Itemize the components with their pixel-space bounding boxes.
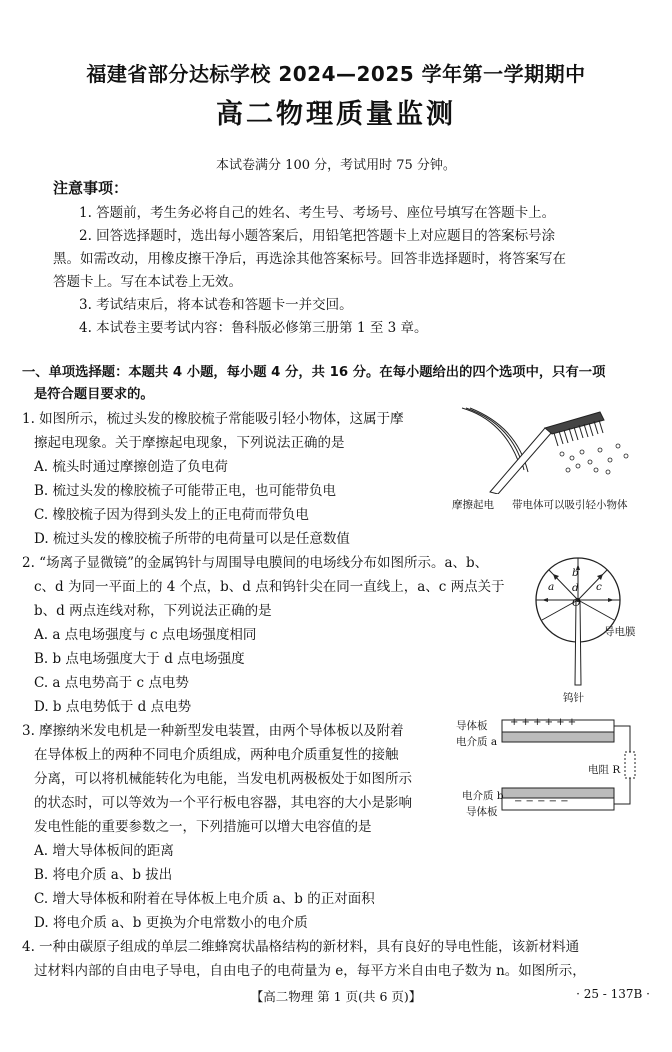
option-c: C. 橡胶梳子因为得到头发上的正电荷而带负电 — [34, 507, 309, 523]
option-a: A. 增大导体板间的距离 — [34, 843, 174, 859]
notice-line: 3. 考试结束后，将本试卷和答题卡一并交回。 — [79, 297, 353, 313]
notice-line: 4. 本试卷主要考试内容：鲁科版必修第三册第 1 至 3 章。 — [79, 320, 428, 336]
figure-caption: 钨针 — [563, 692, 584, 704]
question-stem: 擦起电现象。关于摩擦起电现象，下列说法正确的是 — [34, 435, 345, 451]
exam-title: 福建省部分达标学校 2024—2025 学年第一学期期中 — [86, 62, 586, 86]
plus-charges: + + + + + + — [510, 717, 577, 728]
comb-figure — [450, 406, 650, 494]
field-figure — [528, 550, 648, 690]
paper-code: · 25 - 137B · — [576, 987, 650, 1001]
figure-label: 导体板 — [456, 720, 488, 732]
option-b: B. b 点电场强度大于 d 点电场强度 — [34, 651, 245, 667]
figure-label: 电介质 b — [462, 790, 504, 802]
notice-line: 答题卡上。写在本试卷上无效。 — [53, 274, 242, 290]
option-d: D. b 点电势低于 d 点电势 — [34, 699, 192, 715]
minus-charges: − − − − − — [514, 796, 569, 807]
option-c: C. a 点电势高于 c 点电势 — [34, 675, 189, 691]
question-stem: 4. 一种由碳原子组成的单层二维蜂窝状晶格结构的新材料，具有良好的导电性能，该新材料通 — [22, 939, 580, 955]
option-a: A. 梳头时通过摩擦创造了负电荷 — [34, 459, 228, 475]
notice-line: 1. 答题前，考生务必将自己的姓名、考生号、考场号、座位号填写在答题卡上。 — [79, 205, 556, 221]
point-label: a — [548, 581, 555, 593]
page-footer: 【高二物理 第 1 页(共 6 页)】 — [250, 989, 422, 1004]
option-a: A. a 点电场强度与 c 点电场强度相同 — [34, 627, 257, 643]
figure-label: 电介质 a — [456, 736, 498, 748]
question-stem: 的状态时，可以等效为一个平行板电容器，其电容的大小是影响 — [34, 795, 412, 811]
section-heading: 是符合题目要求的。 — [34, 387, 154, 402]
exam-subtitle: 高二物理质量监测 — [216, 99, 456, 130]
option-d: D. 梳过头发的橡胶梳子所带的电荷量可以是任意数值 — [34, 531, 350, 547]
section-heading: 一、单项选择题：本题共 4 小题，每小题 4 分，共 16 分。在每小题给出的四个选项中，只有一项 — [22, 365, 606, 380]
figure-caption: 带电体可以吸引轻小物体 — [512, 499, 628, 511]
question-stem: 2. “场离子显微镜”的金属钨针与周围导电膜间的电场线分布如图所示。a、b、 — [22, 555, 489, 571]
point-label: b — [572, 567, 579, 579]
notice-heading: 注意事项： — [53, 179, 129, 197]
question-stem: 过材料内部的自由电子导电，自由电子的电荷量为 e，每平方米自由电子数为 n。如图所示， — [34, 963, 586, 979]
question-stem: b、d 两点连线对称，下列说法正确的是 — [34, 603, 272, 619]
point-label: O — [572, 597, 581, 609]
figure-caption: 导电膜 — [604, 626, 636, 638]
exam-info: 本试卷满分 100 分，考试用时 75 分钟。 — [216, 158, 456, 173]
question-stem: 分离，可以将机械能转化为电能，当发电机两极板处于如图所示 — [34, 771, 412, 787]
question-stem: c、d 为同一平面上的 4 个点，b、d 点和钨针尖在同一直线上，a、c 两点关于 — [34, 579, 505, 595]
option-b: B. 将电介质 a、b 拔出 — [34, 867, 173, 883]
option-c: C. 增大导体板和附着在导体板上电介质 a、b 的正对面积 — [34, 891, 375, 907]
point-label: c — [596, 581, 602, 593]
notice-line: 2. 回答选择题时，选出每小题答案后，用铅笔把答题卡上对应题目的答案标号涂 — [79, 228, 556, 244]
question-stem: 发电性能的重要参数之一，下列措施可以增大电容值的是 — [34, 819, 372, 835]
question-stem: 在导体板上的两种不同电介质组成，两种电介质重复性的接触 — [34, 747, 399, 763]
option-d: D. 将电介质 a、b 更换为介电常数小的电介质 — [34, 915, 308, 931]
figure-label: 电阻 R — [588, 764, 621, 776]
figure-label: 导体板 — [466, 806, 498, 818]
question-stem: 3. 摩擦纳米发电机是一种新型发电装置，由两个导体板以及附着 — [22, 723, 404, 739]
option-b: B. 梳过头发的橡胶梳子可能带正电，也可能带负电 — [34, 483, 337, 499]
question-stem: 1. 如图所示，梳过头发的橡胶梳子常能吸引轻小物体，这属于摩 — [22, 411, 404, 427]
figure-caption: 摩擦起电 — [452, 499, 494, 511]
point-label: d — [572, 582, 579, 594]
notice-line: 黑。如需改动，用橡皮擦干净后，再选涂其他答案标号。回答非选择题时，将答案写在 — [53, 251, 566, 267]
